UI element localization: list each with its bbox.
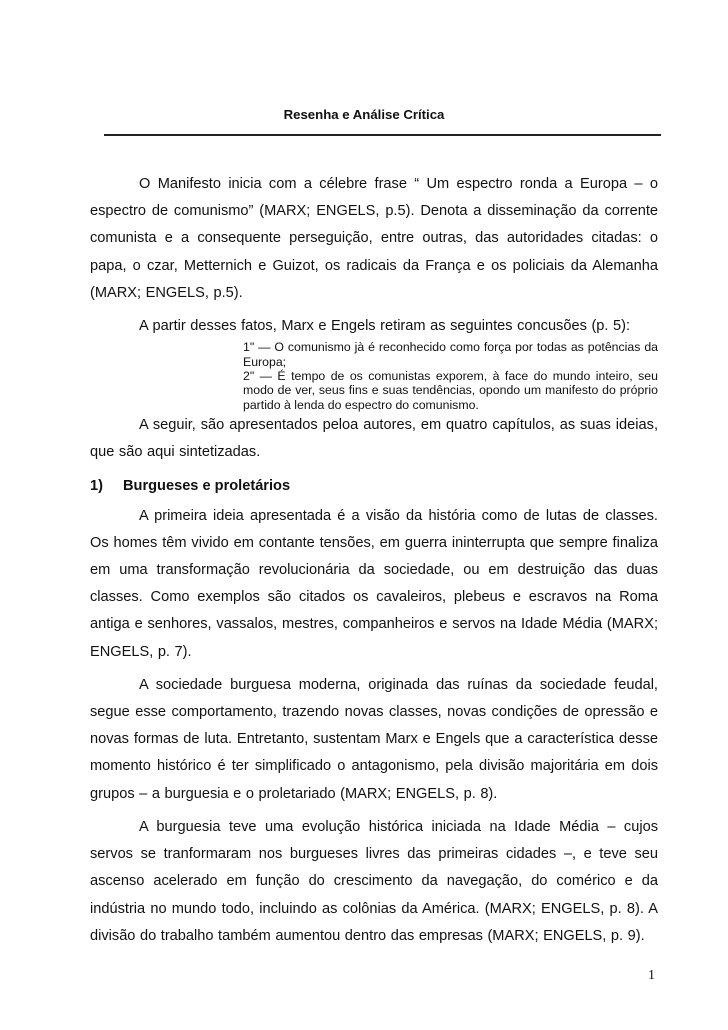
- section-title: Burgueses e proletários: [123, 477, 291, 494]
- paragraph-conclusions-lead: A partir desses fatos, Marx e Engels retiram as seguintes concusões (p. 5):: [139, 318, 631, 335]
- title-divider: [104, 134, 661, 136]
- quote-line-2: 2" — É tempo de os comunistas exporem, à face do mundo inteiro, seu modo de ver, seus fins e suas tendências, opondo um manifesto do próprio partido à lenda do espectro do comunismo.: [243, 369, 658, 412]
- document-title: Resenha e Análise Crítica: [283, 107, 445, 122]
- paragraph-chapters: A seguir, são apresentados peloa autores, em quatro capítulos, as suas ideias, que são aqui sintetizadas.: [90, 417, 658, 461]
- paragraph-bourgeoisie-evolution: A burguesia teve uma evolução histórica iniciada na Idade Média – cujos servos se tranformaram nos burgueses livres das primeiras cidades –, e teve seu ascenso acelerado em função do crescimento da navegação, do comérico e da indústria no mundo todo, incluindo as colônias da América. (MARX; ENGELS, p. 8). A divisão do trabalho também aumentou dentro das empresas (MARX; ENGELS, p. 9).: [90, 818, 658, 944]
- paragraph-intro: O Manifesto inicia com a célebre frase “ Um espectro ronda a Europa – o espectro de comunismo” (MARX; ENGELS, p.5). Denota a disseminação da corrente comunista e a consequente perseguição, entre outras, das autoridades citadas: o papa, o czar, Metternich e Guizot, os radicais da França e os policiais da Alemanha (MARX; ENGELS, p.5).: [90, 176, 658, 301]
- paragraph-bourgeois-society: A sociedade burguesa moderna, originada das ruínas da sociedade feudal, segue esse comportamento, trazendo novas classes, novas condições de opressão e novas formas de luta. Entretanto, sustentam Marx e Engels que a característica desse momento histórico é ter simplificado o antagonismo, pela divisão majoritária em dois grupos – a burguesia e o proletariado (MARX; ENGELS, p. 8).: [90, 676, 658, 802]
- section-number: 1): [90, 477, 103, 494]
- block-quote: [90, 340, 658, 412]
- section-heading: [90, 475, 658, 497]
- quote-line-1: 1" — O comunismo jà é reconhecido como força por todas as potências da Europa;: [243, 340, 658, 369]
- page-number: 1: [648, 968, 655, 983]
- paragraph-class-struggle: A primeira ideia apresentada é a visão da história como de lutas de classes. Os homes têm vivido em contante tensões, em guerra ininterrupta que sempre finaliza em uma transformação revolucionária da sociedade, ou em destruição das duas classes. Como exemplos são citados os cavaleiros, plebeus e escravos na Roma antiga e senhores, vassalos, mestres, companheiros e servos na Idade Média (MARX; ENGELS, p. 7).: [90, 507, 658, 660]
- document-body: [90, 171, 658, 950]
